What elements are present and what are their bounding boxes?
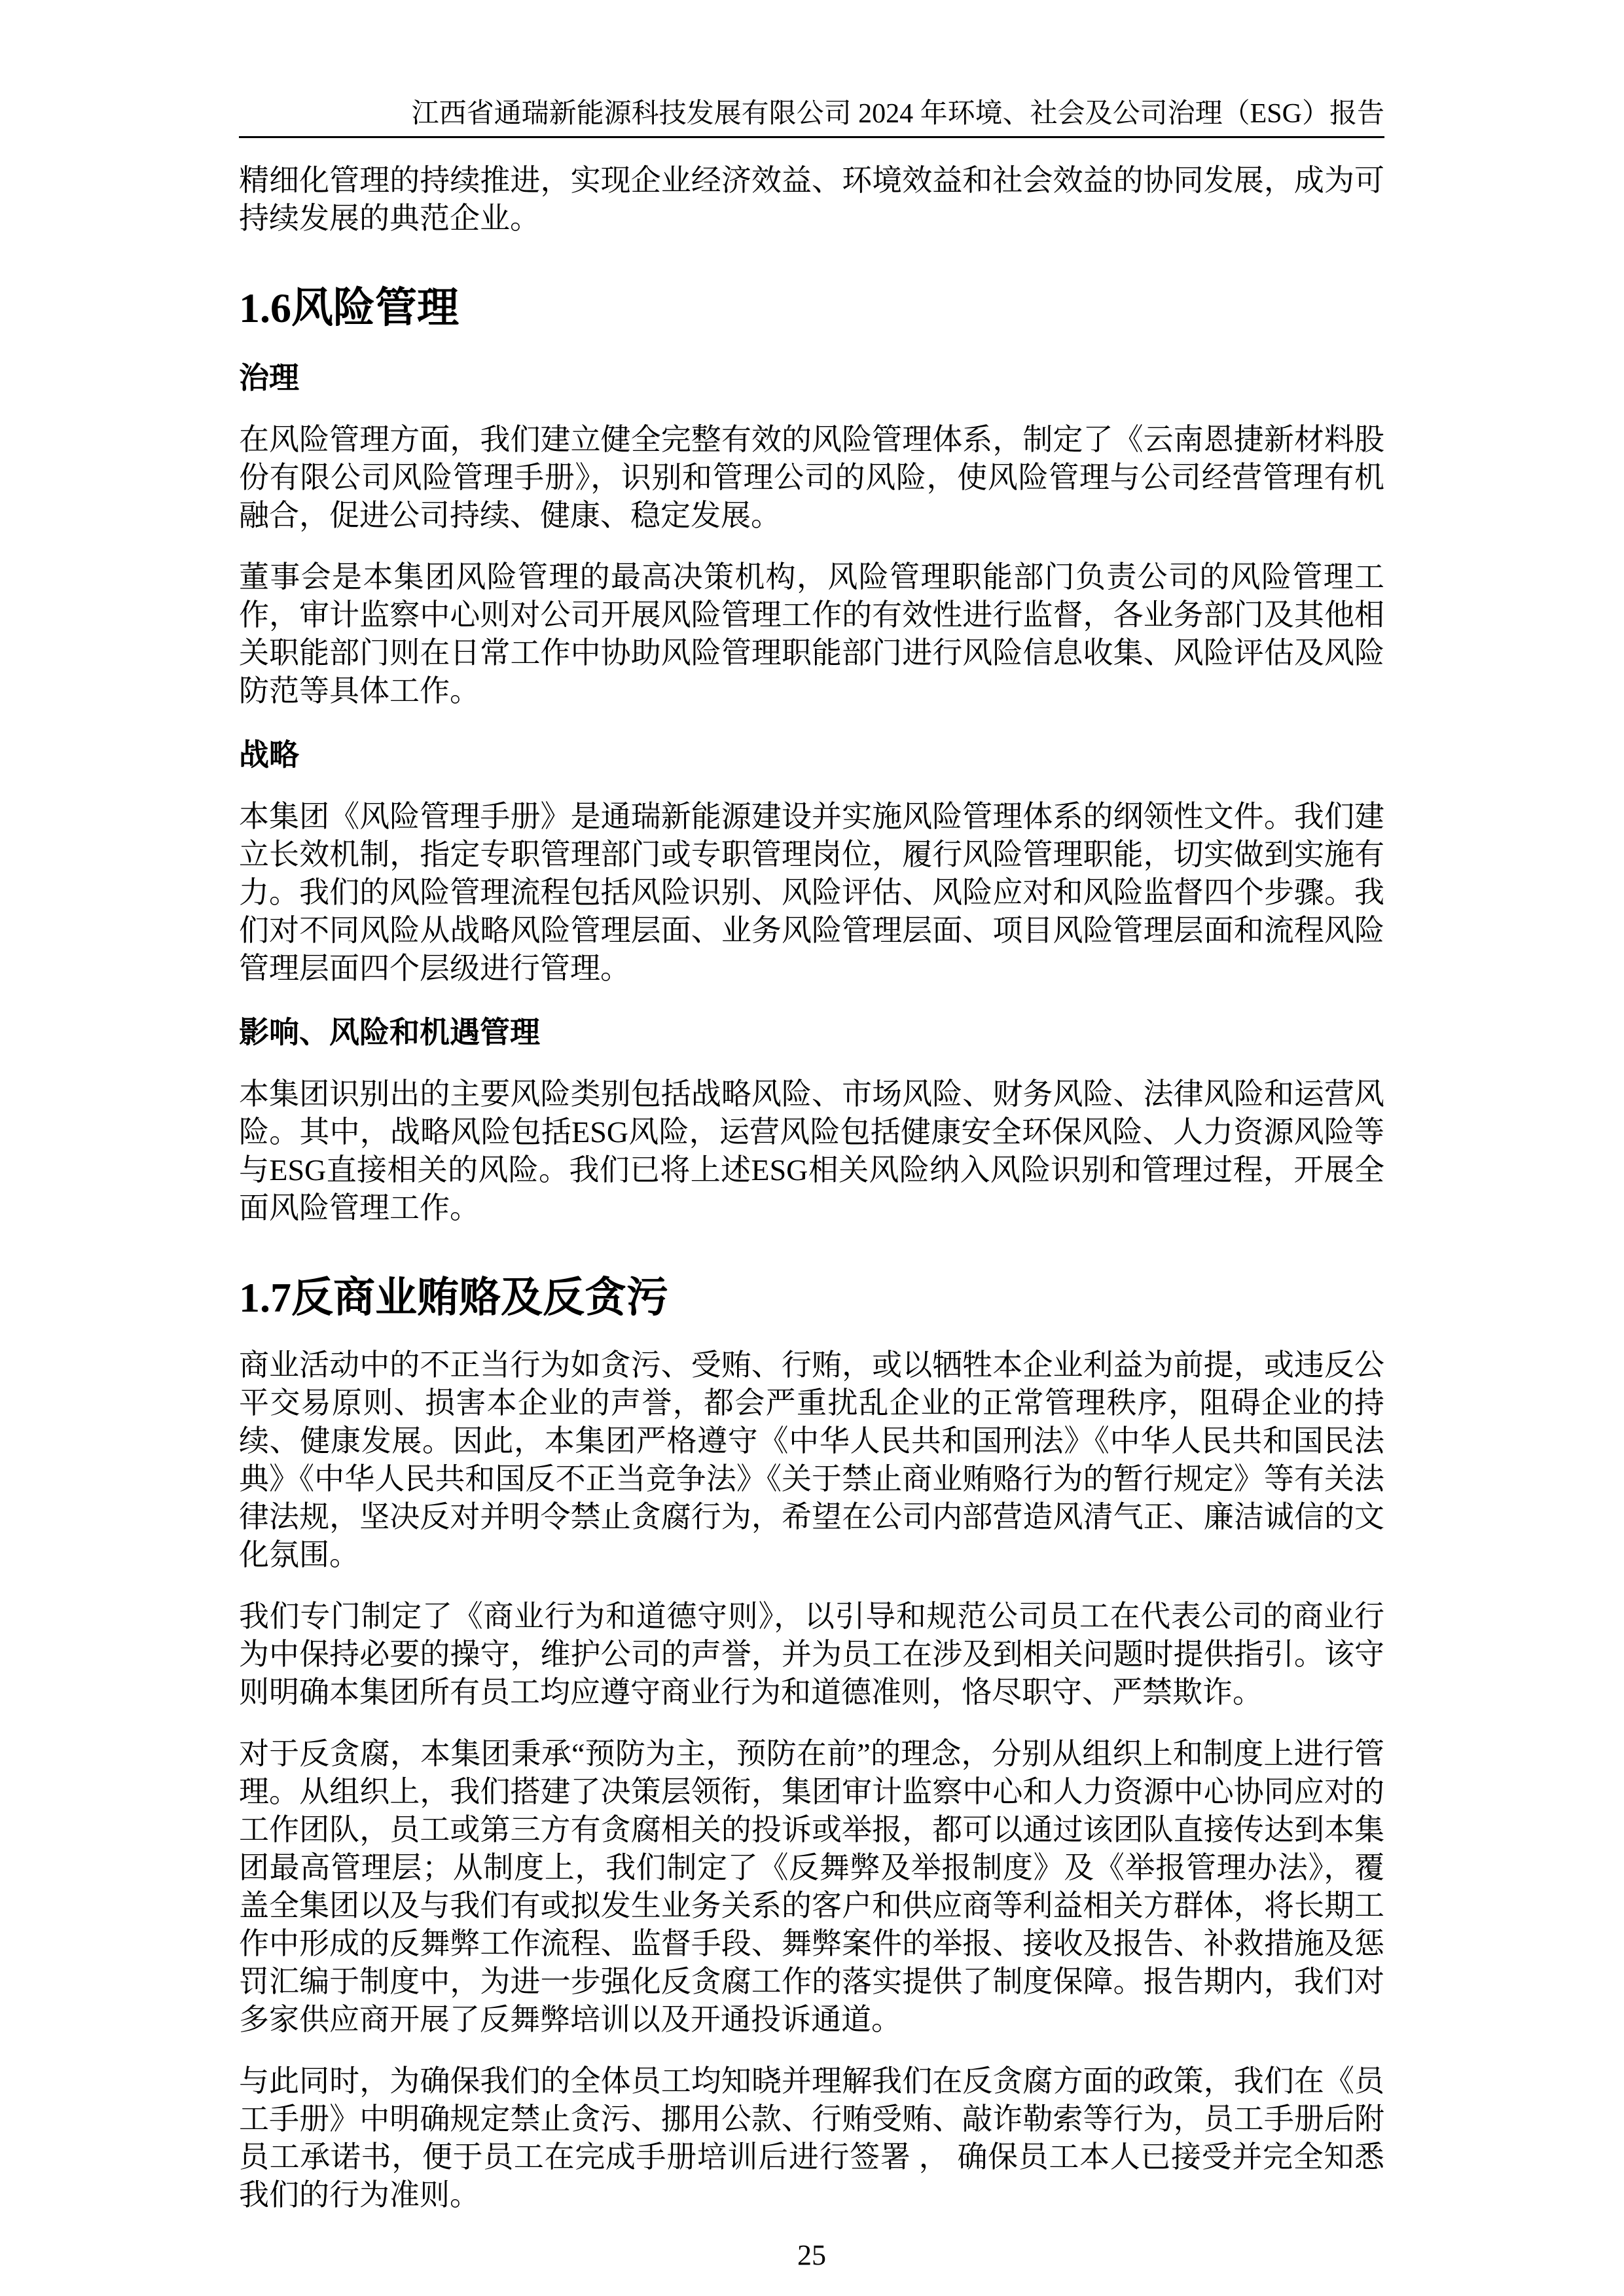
subheading-impact-risk-opportunity: 影响、风险和机遇管理	[239, 1016, 540, 1049]
impact-paragraph: 本集团识别出的主要风险类别包括战略风险、市场风险、财务风险、法律风险和运营风险。其中，战略风险包括ESG风险，运营风险包括健康安全环保风险、人力资源风险等与ESG直接相关的风险。我们已将上述ESG相关风险纳入风险识别和管理过程，开展全面风险管理工作。	[239, 1077, 1384, 1225]
strategy-paragraph: 本集团《风险管理手册》是通瑞新能源建设并实施风险管理体系的纲领性文件。我们建立长效机制，指定专职管理部门或专职管理岗位，履行风险管理职能，切实做到实施有力。我们的风险管理流程包括风险识别、风险评估、风险应对和风险监督四个步骤。我们对不同风险从战略风险管理层面、业务风险管理层面、项目风险管理层面和流程风险管理层面四个层级进行管理。	[239, 800, 1384, 985]
section-heading-anti-bribery: 1.7反商业贿赂及反贪污	[239, 1274, 668, 1321]
anti-bribery-paragraph-4: 与此同时，为确保我们的全体员工均知晓并理解我们在反贪腐方面的政策，我们在《员工手册》中明确规定禁止贪污、挪用公款、行贿受贿、敲诈勒索等行为，员工手册后附员工承诺书，便于员工在完成手册培训后进行签署 ， 确保员工本人已接受并完全知悉我们的行为准则。	[239, 2064, 1384, 2212]
section-heading-risk-management: 1.6风险管理	[239, 285, 459, 331]
governance-paragraph-1: 在风险管理方面，我们建立健全完整有效的风险管理体系，制定了《云南恩捷新材料股份有限公司风险管理手册》，识别和管理公司的风险，使风险管理与公司经营管理有机融合，促进公司持续、健康、稳定发展。	[239, 423, 1384, 532]
page-footer	[239, 2238, 1384, 2273]
anti-bribery-paragraph-1: 商业活动中的不正当行为如贪污、受贿、行贿，或以牺牲本企业利益为前提，或违反公平交易原则、损害本企业的声誉，都会严重扰乱企业的正常管理秩序，阻碍企业的持续、健康发展。因此，本集团严格遵守《中华人民共和国刑法》《中华人民共和国民法典》《中华人民共和国反不正当竞争法》《关于禁止商业贿赂行为的暂行规定》等有关法律法规，坚决反对并明令禁止贪腐行为，希望在公司内部营造风清气正、廉洁诚信的文化氛围。	[239, 1348, 1384, 1571]
intro-paragraph: 精细化管理的持续推进，实现企业经济效益、环境效益和社会效益的协同发展，成为可持续发展的典范企业。	[239, 164, 1384, 235]
content-column	[239, 0, 1384, 2273]
header-title: 江西省通瑞新能源科技发展有限公司 2024 年环境、社会及公司治理（ESG）报告	[411, 99, 1384, 129]
anti-bribery-paragraph-2: 我们专门制定了《商业行为和道德守则》，以引导和规范公司员工在代表公司的商业行为中保持必要的操守，维护公司的声誉，并为员工在涉及到相关问题时提供指引。该守则明确本集团所有员工均应遵守商业行为和道德准则，恪尽职守、严禁欺诈。	[239, 1600, 1384, 1709]
subheading-governance: 治理	[239, 361, 299, 395]
page-body	[239, 162, 1384, 2273]
subheading-strategy: 战略	[239, 738, 299, 772]
page-number: 25	[797, 2239, 826, 2271]
page-header	[239, 0, 1384, 138]
anti-bribery-paragraph-3: 对于反贪腐，本集团秉承“预防为主，预防在前”的理念，分别从组织上和制度上进行管理。从组织上，我们搭建了决策层领衔，集团审计监察中心和人力资源中心协同应对的工作团队，员工或第三方有贪腐相关的投诉或举报，都可以通过该团队直接传达到本集团最高管理层；从制度上，我们制定了《反舞弊及举报制度》及《举报管理办法》，覆盖全集团以及与我们有或拟发生业务关系的客户和供应商等利益相关方群体，将长期工作中形成的反舞弊工作流程、监督手段、舞弊案件的举报、接收及报告、补救措施及惩罚汇编于制度中，为进一步强化反贪腐工作的落实提供了制度保障。报告期内，我们对多家供应商开展了反舞弊培训以及开通投诉通道。	[239, 1737, 1384, 2036]
governance-paragraph-2: 董事会是本集团风险管理的最高决策机构，风险管理职能部门负责公司的风险管理工作，审计监察中心则对公司开展风险管理工作的有效性进行监督，各业务部门及其他相关职能部门则在日常工作中协助风险管理职能部门进行风险信息收集、风险评估及风险防范等具体工作。	[239, 560, 1384, 708]
